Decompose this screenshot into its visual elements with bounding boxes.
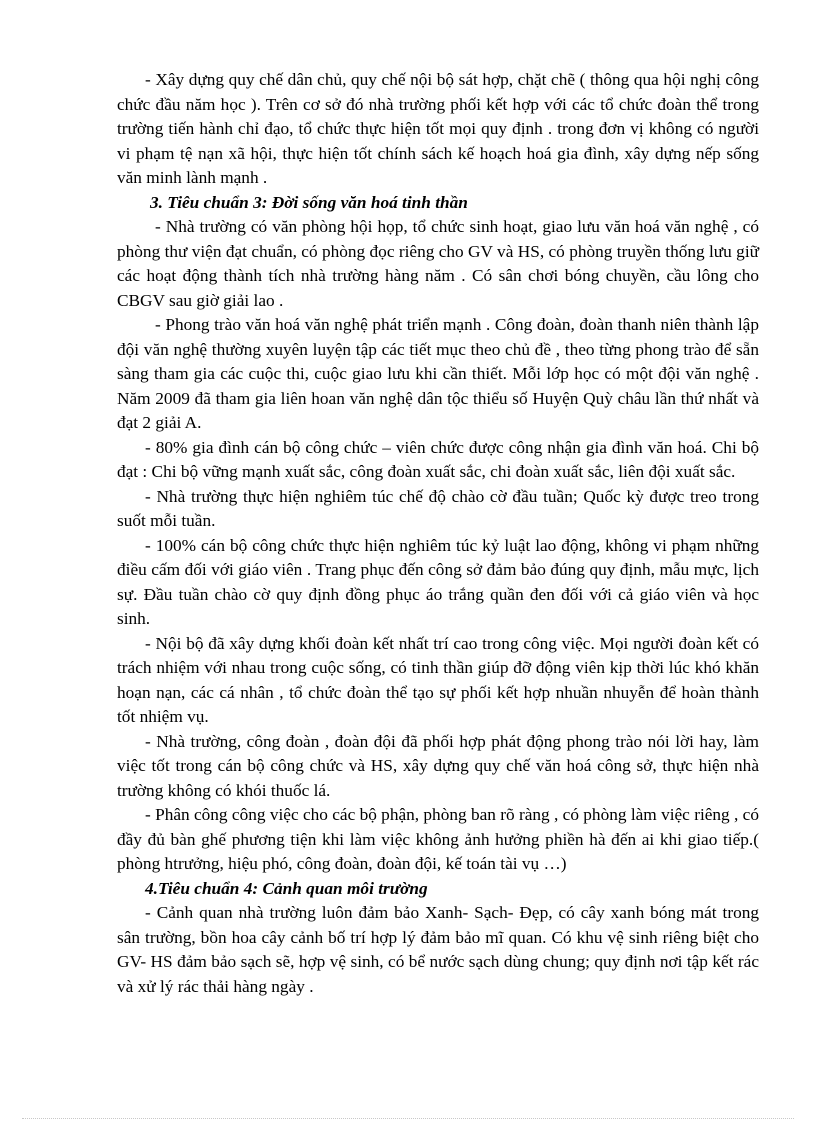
paragraph-labor-discipline: - 100% cán bộ công chức thực hiện nghiêm túc kỷ luật lao động, không vi phạm những điều cấm đối với giáo viên . Trang phục đến công sở đảm bảo đúng quy định, mẫu mực, lịch sự. Đầu tuần chào cờ quy định đồng phục áo trắng quần đen đối với cả giáo viên và học sinh. — [117, 535, 759, 628]
paragraph-flag-ceremony: - Nhà trường thực hiện nghiêm túc chế độ chào cờ đầu tuần; Quốc kỳ được treo trong suốt mỗi tuần. — [117, 486, 759, 530]
paragraph-democracy-regulations: - Xây dựng quy chế dân chủ, quy chế nội bộ sát hợp, chặt chẽ ( thông qua hội nghị công chức đầu năm học ). Trên cơ sở đó nhà trường phối kết hợp với các tổ chức đoàn thể trong trường tiến hành chỉ đạo, tổ chức thực hiện tốt mọi quy định . trong đơn vị không có người vi phạm tệ nạn xã hội, thực hiện tốt chính sách kế hoạch hoá gia đình, xây dựng nếp sống văn minh lành mạnh . — [117, 70, 759, 187]
page-bottom-divider — [22, 1118, 794, 1119]
heading-criterion-4: 4.Tiêu chuẩn 4: Cảnh quan môi trường — [145, 878, 428, 898]
paragraph-landscape: - Cảnh quan nhà trường luôn đảm bảo Xanh- Sạch- Đẹp, có cây xanh bóng mát trong sân trường, bồn hoa cây cảnh bố trí hợp lý đảm bảo mĩ quan. Có khu vệ sinh riêng biệt cho GV- HS đảm bảo sạch sẽ, hợp vệ sinh, có bể nước sạch dùng chung; quy định nơi tập kết rác và xử lý rác thải hàng ngày . — [117, 903, 759, 996]
paragraph-internal-unity: - Nội bộ đã xây dựng khối đoàn kết nhất trí cao trong công việc. Mọi người đoàn kết có trách nhiệm với nhau trong cuộc sống, có tinh thần giúp đỡ động viên kịp thời lúc khó khăn hoạn nạn, các cá nhân , tổ chức đoàn thể tạo sự phối kết hợp nhuần nhuyễn để hoàn thành tốt nhiệm vụ. — [117, 633, 759, 726]
paragraph-good-words-movement: - Nhà trường, công đoàn , đoàn đội đã phối hợp phát động phong trào nói lời hay, làm việc tốt trong cán bộ công chức và HS, xây dựng quy chế văn hoá công sở, thực hiện nhà trường không có khói thuốc lá. — [117, 731, 759, 800]
paragraph-cultural-families: - 80% gia đình cán bộ công chức – viên chức được công nhận gia đình văn hoá. Chi bộ đạt : Chi bộ vững mạnh xuất sắc, công đoàn xuất sắc, chi đoàn xuất sắc, liên đội xuất sắc. — [117, 437, 759, 481]
paragraph-arts-movement: - Phong trào văn hoá văn nghệ phát triển mạnh . Công đoàn, đoàn thanh niên thành lập đội văn nghệ thường xuyên luyện tập các tiết mục theo chủ đề , theo từng phong trào để sẵn sàng tham gia các cuộc thi, cuộc giao lưu khi cần thiết. Mỗi lớp học có một đội văn nghệ . Năm 2009 đã tham gia liên hoan văn nghệ dân tộc thiểu số Huyện Quỳ châu lần thứ nhất và đạt 2 giải A. — [117, 315, 759, 432]
paragraph-facilities: - Nhà trường có văn phòng hội họp, tổ chức sinh hoạt, giao lưu văn hoá văn nghệ , có phòng thư viện đạt chuẩn, có phòng đọc riêng cho GV và HS, có phòng truyền thống lưu giữ các hoạt động thành tích nhà trường hàng năm . Có sân chơi bóng chuyền, cầu lông cho CBGV sau giờ giải lao . — [117, 217, 759, 310]
heading-criterion-3: 3. Tiêu chuẩn 3: Đời sống văn hoá tinh thần — [150, 192, 468, 212]
paragraph-work-assignment: - Phân công công việc cho các bộ phận, phòng ban rõ ràng , có phòng làm việc riêng , có đầy đủ bàn ghế phương tiện khi làm việc không ảnh hưởng phiền hà đến ai khi giao tiếp.( phòng htrưởng, hiệu phó, công đoàn, đoàn đội, kế toán tài vụ …) — [117, 805, 759, 873]
document-page — [117, 68, 759, 999]
